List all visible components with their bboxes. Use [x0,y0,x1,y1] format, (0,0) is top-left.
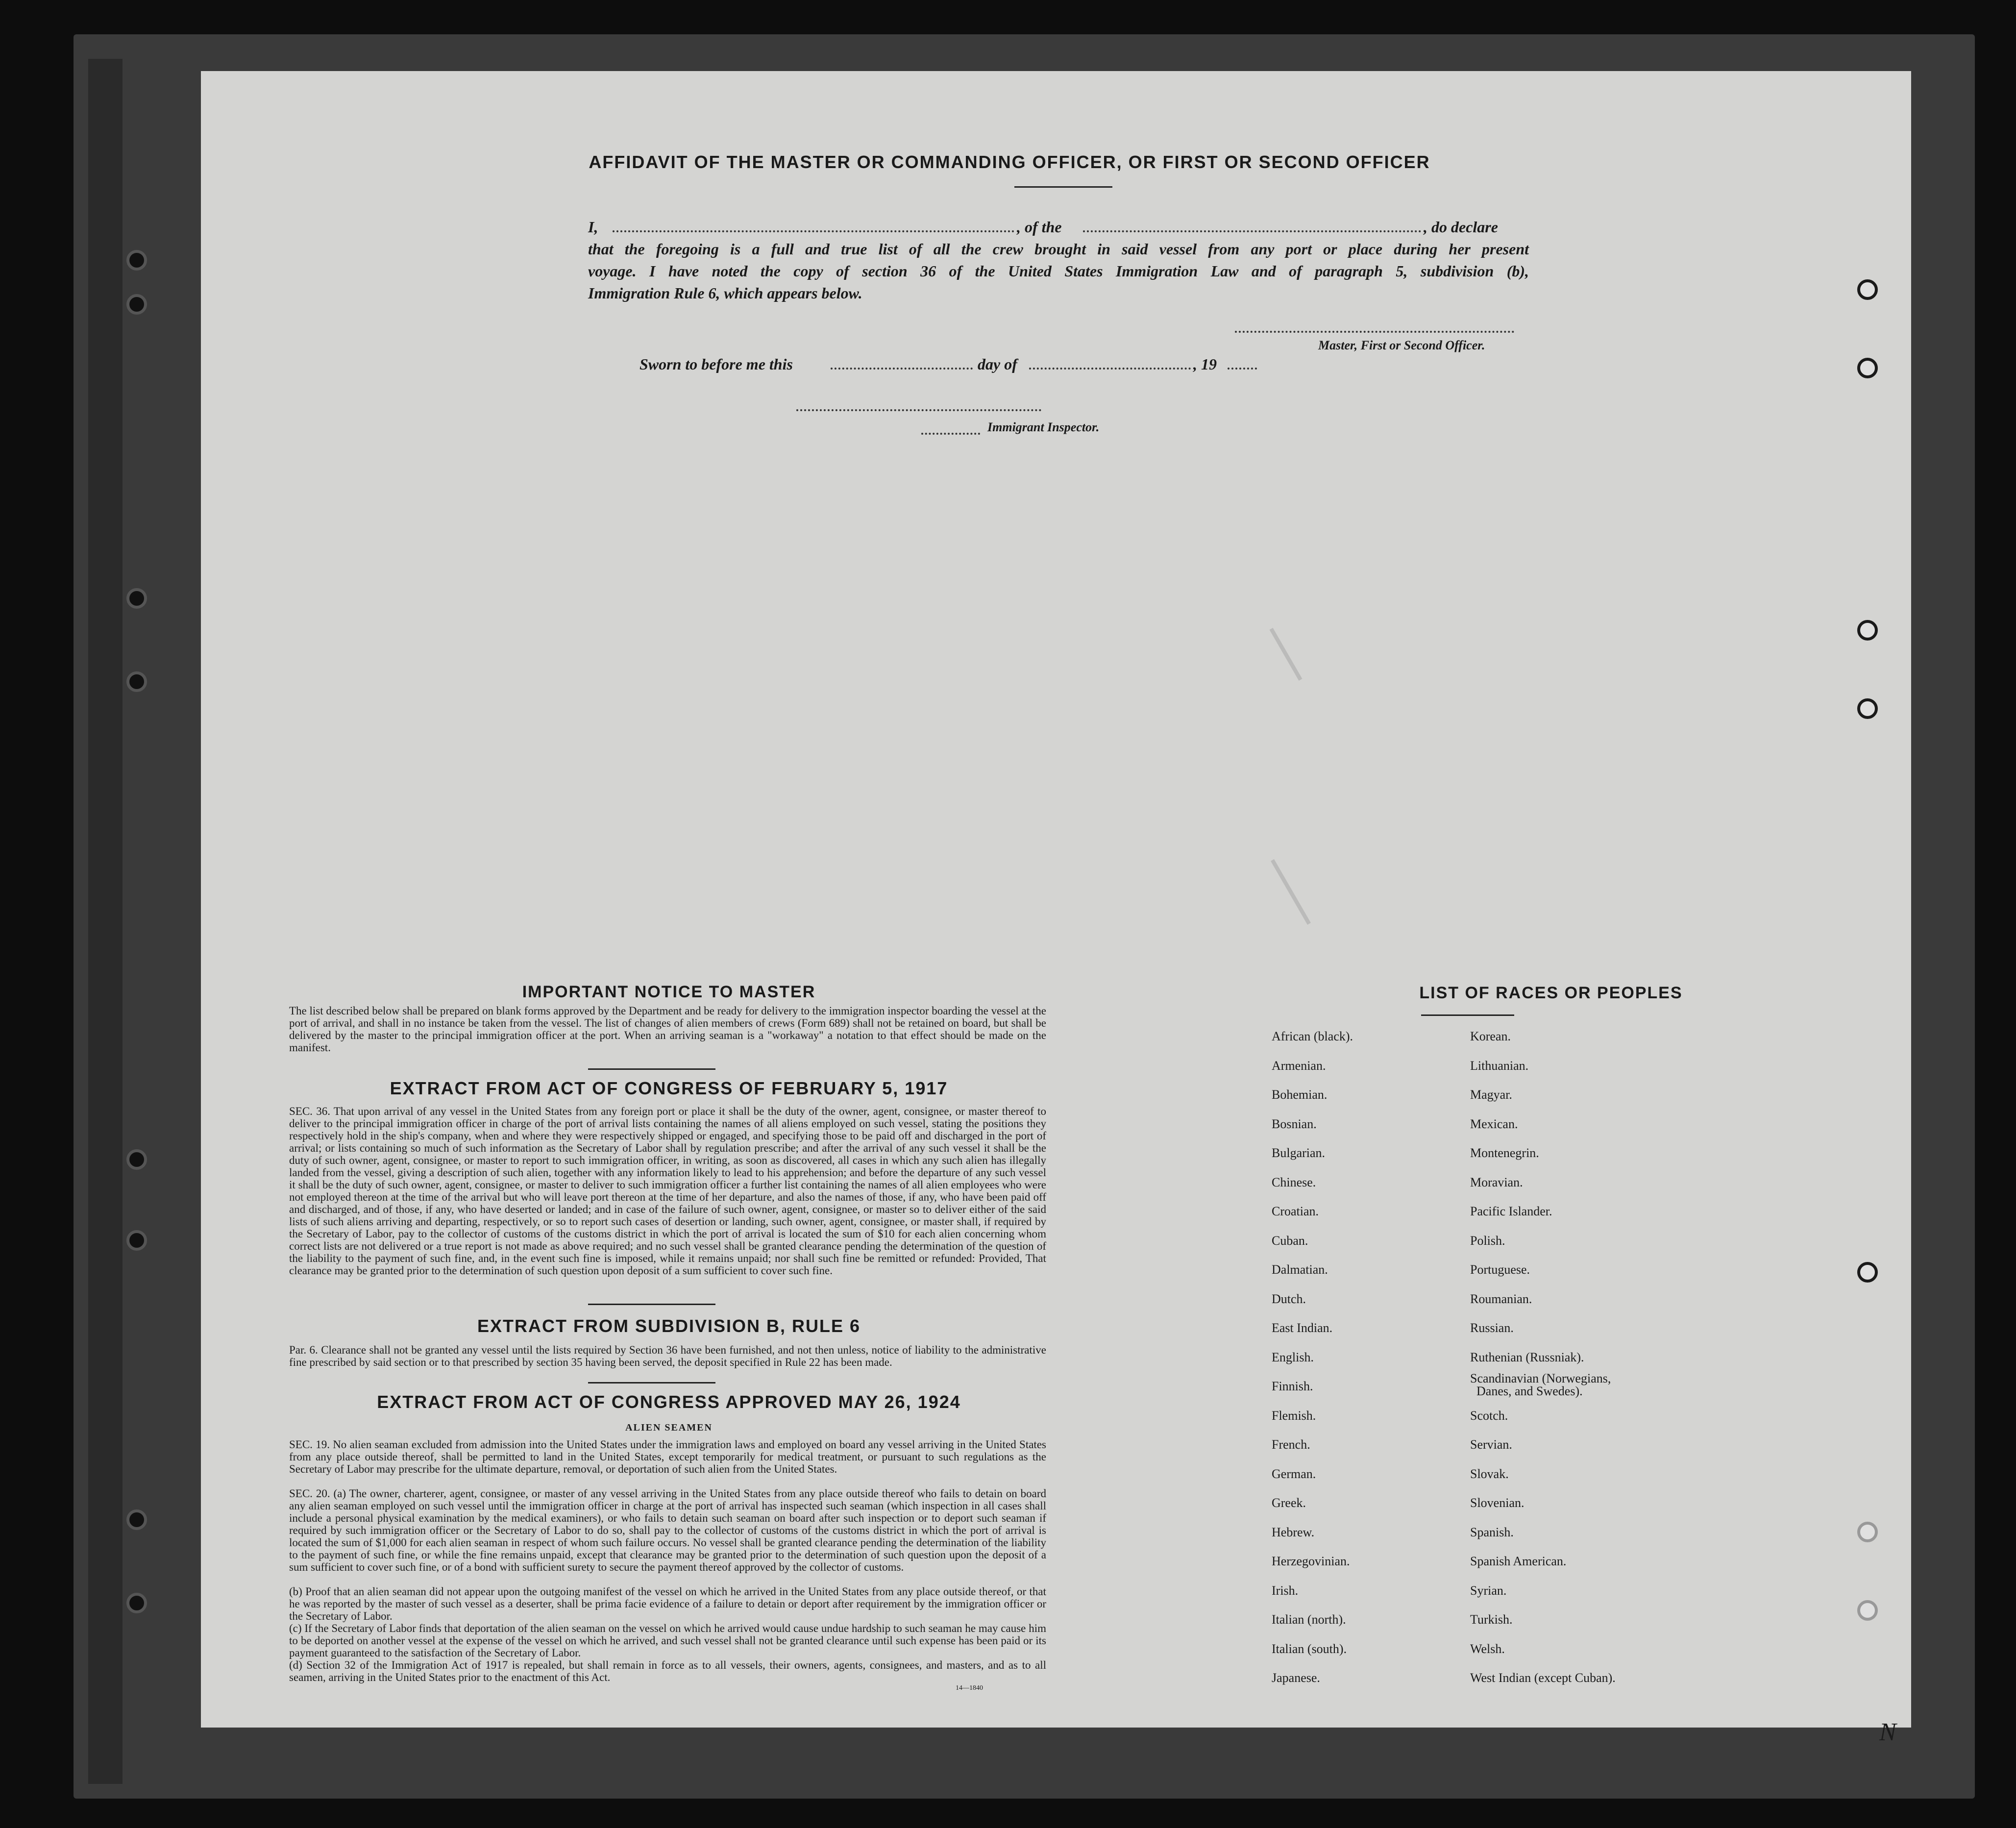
sworn-year-blank [1228,368,1257,370]
punch-hole-icon [1857,1262,1878,1283]
extract-1917-rule [588,1304,715,1305]
handwritten-corner-mark: N [1879,1718,1896,1746]
race-item: Hebrew. [1272,1525,1315,1539]
race-item: African (black). [1272,1029,1353,1043]
subdivision-body: Par. 6. Clearance shall not be granted any vessel until the lists required by Section 36 have been furnished, and not then unless, notice of liability to the administrative fine prescribed by said section or to that prescribed by section 35 having been served, the deposit specified in Rule 22 has been made. [289,1344,1046,1368]
race-item: Syrian. [1470,1583,1507,1598]
race-item: Dalmatian. [1272,1262,1328,1277]
race-item: Russian. [1470,1321,1514,1335]
binding-ring-icon [126,1149,147,1170]
binding-ring-icon [126,1593,147,1613]
extract-1924-title: EXTRACT FROM ACT OF CONGRESS APPROVED MAY 26, 1924 [377,1392,961,1412]
race-item: Japanese. [1272,1671,1320,1685]
race-item: Magyar. [1470,1087,1512,1102]
race-item: East Indian. [1272,1321,1333,1335]
race-item: Welsh. [1470,1641,1505,1656]
race-item: Portuguese. [1470,1262,1530,1277]
pencil-mark [1271,859,1311,925]
sworn-prefix: Sworn to before me this [639,355,793,373]
race-item: Flemish. [1272,1408,1316,1423]
signature-line [1235,331,1514,333]
punch-hole-icon [1857,1522,1878,1542]
sec-20a-text: SEC. 20. (a) The owner, charterer, agent, consignee, or master of any vessel arriving in the United States from any place outside thereof who fails to detain on board any alien seaman employed on such vessel until the immigration officer in charge at the port of arrival has inspected such seaman (which inspection in all cases shall include a personal physical examination by the medical examiners), or who fails to detain such seaman on board after such inspection or to deport such seaman if required by such immigration officer or the Secretary of Labor to do so, shall pay to the collector of customs of the customs district in which the port of arrival is located the sum of $1,000 for each alien seaman in respect of whom such failure occurs. No vessel shall be granted clearance pending the determination of the liability to the payment of such fine, or while the fine remains unpaid, except that clearance may be granted prior to the determination of such question upon the deposit of a sum sufficient to cover such fine, or of a bond with sufficient surety to secure the payment thereof approved by the collector of customs. [289,1487,1046,1573]
race-item: Pacific Islander. [1470,1204,1552,1218]
race-item: Montenegrin. [1470,1146,1539,1160]
race-item: Scotch. [1470,1408,1508,1423]
affidavit-i-label: I, [588,218,598,236]
binder-tab-strip [88,59,123,1784]
affidavit-title-rule [1014,186,1112,188]
affidavit-declare-label: , do declare [1424,218,1498,236]
notice-body: The list described below shall be prepared on blank forms approved by the Department and be ready for delivery to the immigration inspector boarding the vessel at the port of arrival, and shall in no instance be taken from the vessel. The list of changes of alien members of crews (Form 689) shall not be retained on board, but shall be delivered by the master to the principal immigration officer at the port. When an arriving seaman is a "workaway" a notation to that effect should be made on the manifest. [289,1005,1046,1054]
notice-title: IMPORTANT NOTICE TO MASTER [522,983,816,1001]
race-item: Polish. [1470,1233,1505,1248]
race-item: Turkish. [1470,1612,1513,1627]
race-item: French. [1272,1437,1310,1452]
race-item: Dutch. [1272,1291,1306,1306]
race-item: Irish. [1272,1583,1299,1598]
sworn-day-label: day of [978,355,1017,373]
extract-1917-body: SEC. 36. That upon arrival of any vessel in the United States from any foreign port or place it shall be the duty of the owner, agent, consignee, or master thereof to deliver to the principal immigration officer in charge of the port of arrival lists containing the names of all aliens employed on such vessel, stating the positions they respectively hold in the ship's company, when and where they were respectively shipped or engaged, and specifying those to be paid off and discharged in the port of arrival; or lists containing so much of such information as the Secretary of Labor shall by regulation prescribe; and after the arrival of any such vessel it shall be the duty of such owner, agent, consignee, or master to report to such immigration officer, in writing, as soon as discovered, all cases in which any such alien has illegally landed from the vessel, giving a description of such alien, together with any information likely to lead to his apprehension; and before the departure of any such vessel it shall be the duty of such owner, agent, consignee, or master to deliver to such immigration officer a further list containing the names of all alien employees who were not employed thereon at the time of the arrival but who will leave port thereon at the time of her departure, and also the names of those, if any, who have been paid off and discharged, and of those, if any, who have deserted or landed; and in case of the failure of such owner, agent, consignee, or master so to deliver either of the said lists of such aliens arriving and departing, respectively, or so to report such cases of desertion or landing, such owner, agent, consignee, or master shall, if required by the Secretary of Labor, pay to the collector of customs of the customs district in which the port of arrival is located the sum of $10 for each alien concerning whom correct lists are not delivered or a true report is not made as above required; and no such vessel shall be granted clearance pending the determination of the question of the liability to the payment of such fine, and, in the event such fine is imposed, while it remains unpaid; nor shall such fine be remitted or refunded: Provided, That clearance may be granted prior to the determination of such question upon deposit of a sum sufficient to cover such fine. [289,1105,1046,1277]
punch-hole-icon [1857,279,1878,300]
sec-20b-text: (b) Proof that an alien seaman did not appear upon the outgoing manifest of the vessel on which he arrived in the United States from any place outside thereof, or that he was reported by the master of such vessel as a deserter, shall be prima facie evidence of a failure to detain or deport after requirement by the immigration officer or the Secretary of Labor. [289,1585,1046,1622]
race-item: Bosnian. [1272,1116,1317,1131]
race-item: Chinese. [1272,1175,1316,1189]
races-title-rule [1421,1014,1514,1016]
race-item: Bulgarian. [1272,1146,1326,1160]
subdivision-rule [588,1382,715,1383]
binding-ring-icon [126,671,147,692]
race-item: English. [1272,1350,1314,1364]
race-item: Moravian. [1470,1175,1523,1189]
races-title: LIST OF RACES OR PEOPLES [1419,984,1683,1002]
subdivision-title: EXTRACT FROM SUBDIVISION B, RULE 6 [477,1316,861,1336]
sec-20c-text: (c) If the Secretary of Labor finds that deportation of the alien seaman on the vessel on which he arrived would cause undue hardship to such seaman he may cause him to be deported on another vessel at the expense of the vessel on which he arrived, and such vessel shall not be granted clearance until such expense has been paid or its payment guaranteed to the satisfaction of the Secretary of Labor. [289,1622,1046,1659]
race-item: Scandinavian (Norwegians, Danes, and Swedes). [1470,1371,1611,1398]
punch-hole-icon [1857,620,1878,641]
inspector-signature-line [796,409,1041,411]
race-item: German. [1272,1466,1316,1481]
race-item: Ruthenian (Russniak). [1470,1350,1584,1364]
affidavit-of-the-label: , of the [1017,218,1062,236]
race-item: Italian (south). [1272,1641,1347,1656]
race-item: Bohemian. [1272,1087,1328,1102]
race-item: Slovenian. [1470,1496,1524,1510]
sworn-day-blank [831,368,973,370]
sworn-year-label: , 19 [1193,355,1217,373]
extract-1917-title: EXTRACT FROM ACT OF CONGRESS OF FEBRUARY 5, 1917 [390,1078,948,1098]
race-item: Lithuanian. [1470,1058,1529,1073]
race-item: Armenian. [1272,1058,1326,1073]
form-number: 14—1840 [956,1684,983,1692]
punch-hole-icon [1857,1600,1878,1621]
race-item: Italian (north). [1272,1612,1346,1627]
document-page [201,71,1911,1746]
sec-20d-text: (d) Section 32 of the Immigration Act of 1917 is repealed, but shall remain in force as to all vessels, their owners, agents, consignees, and masters, and as to all seamen, arriving in the United States prior to the enactment of this Act. [289,1659,1046,1683]
race-item: Finnish. [1272,1379,1313,1393]
race-item: Servian. [1470,1437,1512,1452]
affidavit-line-4: Immigration Rule 6, which appears below. [588,284,862,302]
race-item: Greek. [1272,1496,1306,1510]
inspector-label: Immigrant Inspector. [987,420,1100,434]
binding-ring-icon [126,250,147,271]
signature-label: Master, First or Second Officer. [1318,338,1485,352]
race-item: Spanish. [1470,1525,1514,1539]
race-item: Korean. [1470,1029,1511,1043]
race-item: Slovak. [1470,1466,1509,1481]
affidavit-line-3: voyage. I have noted the copy of section 36 of the United States Immigration Law and of paragraph 5, subdivision (b), [588,262,1529,280]
punch-hole-icon [1857,358,1878,378]
binding-ring-icon [126,1230,147,1251]
sec-19-text: SEC. 19. No alien seaman excluded from admission into the United States under the immigration laws and employed on board any vessel arriving in the United States from any place outside thereof, shall be permitted to land in the United States, except temporarily for medical treatment, or pursuant to such regulations as the Secretary of Labor may prescribe for the ultimate departure, removal, or deportation of such alien from the United States. [289,1438,1046,1475]
race-item: Roumanian. [1470,1291,1532,1306]
binding-ring-icon [126,1509,147,1530]
binding-ring-icon [126,588,147,609]
race-item: Cuban. [1272,1233,1308,1248]
pencil-mark [1270,628,1303,681]
sworn-month-blank [1029,368,1191,370]
affidavit-name-blank [613,230,1014,232]
race-item: Mexican. [1470,1116,1518,1131]
binding-ring-icon [126,294,147,315]
affidavit-line-2: that the foregoing is a full and true list of all the crew brought in said vessel from any port or place during her present [588,240,1529,258]
race-item: West Indian (except Cuban). [1470,1671,1616,1685]
punch-hole-icon [1857,698,1878,719]
affidavit-vessel-blank [1083,230,1421,232]
race-item: Spanish American. [1470,1554,1567,1568]
extract-1924-subtitle: ALIEN SEAMEN [625,1422,713,1433]
race-item: Herzegovinian. [1272,1554,1350,1568]
inspector-prefix-line [921,433,980,435]
affidavit-title: AFFIDAVIT OF THE MASTER OR COMMANDING OFFICER, OR FIRST OR SECOND OFFICER [589,152,1430,172]
race-item: Croatian. [1272,1204,1319,1218]
notice-rule [588,1068,715,1070]
